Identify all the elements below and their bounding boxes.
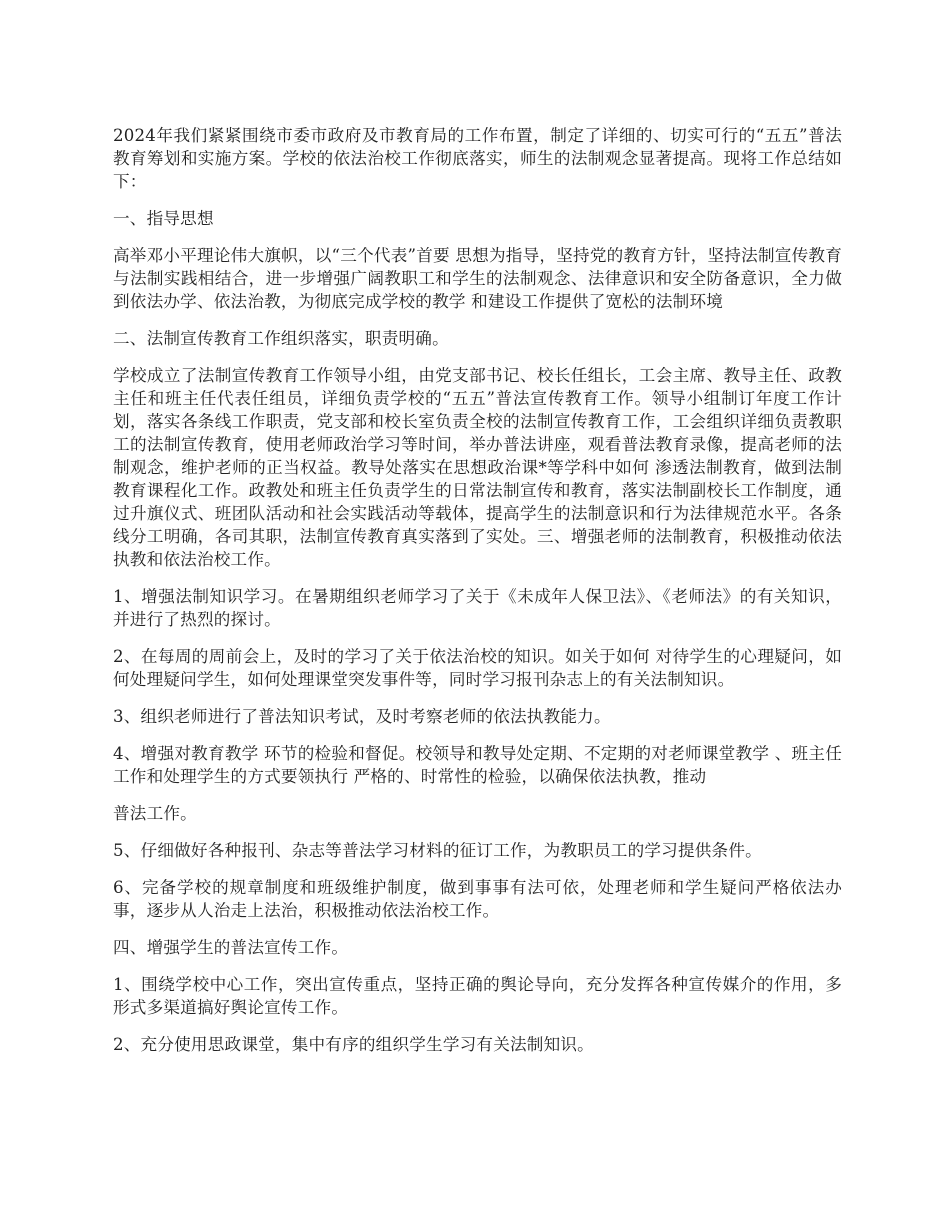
intro-paragraph: 2024年我们紧紧围绕市委市政府及市教育局的工作布置，制定了详细的、切实可行的“五五”普法教育筹划和实施方案。学校的依法治校工作彻底落实，师生的法制观念显著提高。现将工作总结如下： — [113, 126, 842, 191]
student-item-1: 1、围绕学校中心工作，突出宣传重点，坚持正确的舆论导向，充分发挥各种宣传媒介的作用，多形式多渠道搞好舆论宣传工作。 — [113, 975, 842, 1017]
teacher-item-1: 1、增强法制知识学习。在暑期组织老师学习了关于《未成年人保卫法》、《老师法》的有关知识，并进行了热烈的探讨。 — [113, 587, 842, 629]
teacher-item-4: 4、增强对教育教学 环节的检验和督促。校领导和教导处定期、不定期的对老师课堂教学 、班主任工作和处理学生的方式要领执行 严格的、时常性的检验，以确保依法执教，推动 — [113, 744, 842, 786]
section-heading-student-publicity: 四、增强学生的普法宣传工作。 — [113, 938, 349, 957]
document-body — [113, 124, 842, 1056]
teacher-item-5: 5、仔细做好各种报刊、杂志等普法学习材料的征订工作，为教职员工的学习提供条件。 — [113, 841, 762, 860]
teacher-item-6: 6、完备学校的规章制度和班级维护制度，做到事事有法可依，处理老师和学生疑问严格依法办事，逐步从人治走上法治，积极推动依法治校工作。 — [113, 878, 842, 920]
teacher-item-2: 2、在每周的周前会上，及时的学习了关于依法治校的知识。如关于如何 对待学生的心理疑问，如何处理疑问学生，如何处理课堂突发事件等，同时学习报刊杂志上的有关法制知识。 — [113, 647, 842, 689]
section-heading-guiding-ideology: 一、指导思想 — [113, 209, 214, 228]
organization-paragraph: 学校成立了法制宣传教育工作领导小组，由党支部书记、校长任组长，工会主席、教导主任、政教主任和班主任代表任组员，详细负责学校的“五五”普法宣传教育工作。领导小组制订年度工作计划，落实各条线工作职责，党支部和校长室负责全校的法制宣传教育工作，工会组织详细负责教职工的法制宣传教育，使用老师政治学习等时间，举办普法讲座，观看普法教育录像，提高老师的法制观念，维护老师的正当权益。教导处落实在思想政治课*等学科中如何 渗透法制教育，做到法制教育课程化工作。政教处和班主任负责学生的日常法制宣传和教育，落实法制副校长工作制度，通过升旗仪式、班团队活动和社会实践活动等载体，提高学生的法制意识和行为法律规范水平。各条线分工明确，各司其职，法制宣传教育真实落到了实处。三、增强老师的法制教育，积极推动依法执教和依法治校工作。 — [113, 366, 842, 569]
guiding-ideology-paragraph: 高举邓小平理论伟大旗帜，以“三个代表”首要 思想为指导，坚持党的教育方针，坚持法制宣传教育与法制实践相结合，进一步增强广阔教职工和学生的法制观念、法律意识和安全防备意识，全力做到依法办学、依法治教，为彻底完成学校的教学 和建设工作提供了宽松的法制环境 — [113, 246, 842, 311]
teacher-item-4-continuation: 普法工作。 — [113, 804, 197, 823]
section-heading-organization: 二、法制宣传教育工作组织落实，职责明确。 — [113, 329, 449, 348]
teacher-item-3: 3、组织老师进行了普法知识考试，及时考察老师的依法执教能力。 — [113, 707, 611, 726]
student-item-2: 2、充分使用思政课堂，集中有序的组织学生学习有关法制知识。 — [113, 1035, 594, 1054]
